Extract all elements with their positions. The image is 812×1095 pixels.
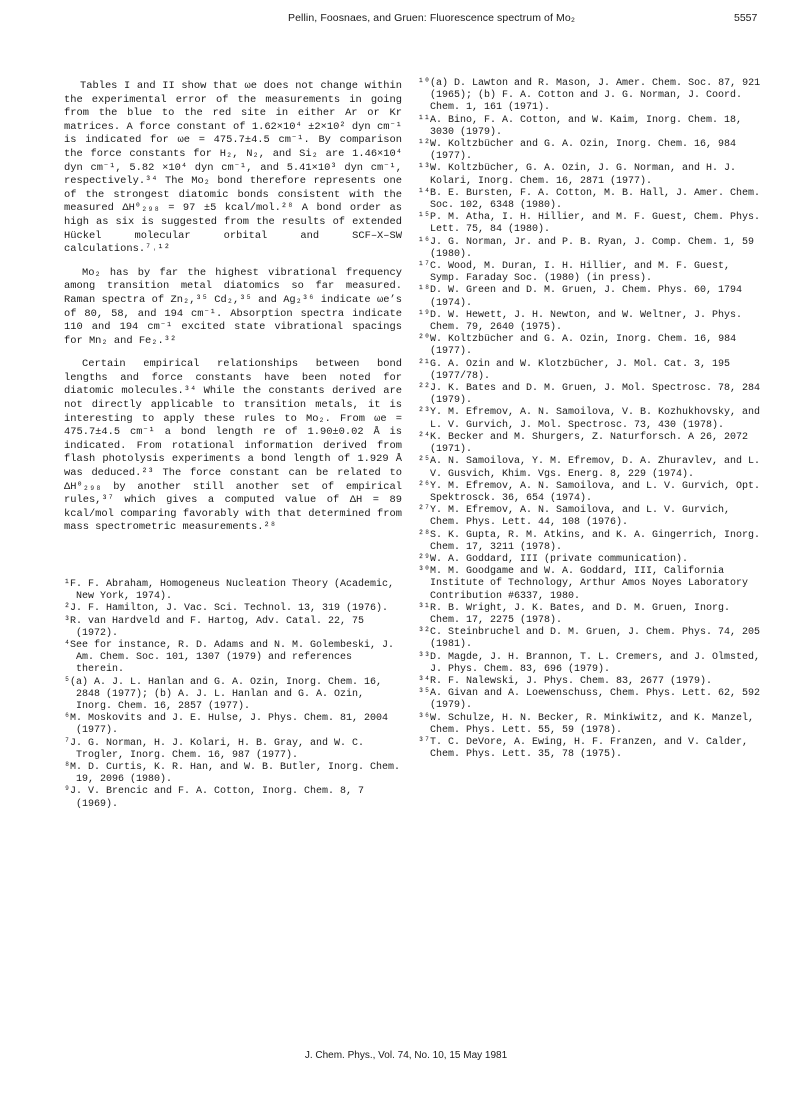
reference-item: ³¹R. B. Wright, J. K. Bates, and D. M. Gruen, Inorg. Chem. 17, 2275 (1978). xyxy=(418,602,731,626)
reference-item: ²⁶Y. M. Efremov, A. N. Samoilova, and L. V. Gurvich, Opt. Spektrosck. 36, 654 (1974). xyxy=(418,480,761,504)
reference-item: ⁴See for instance, R. D. Adams and N. M. Golembeski, J. Am. Chem. Soc. 101, 1307 (1979) and references therein. xyxy=(64,640,395,676)
reference-item: ¹¹A. Bino, F. A. Cotton, and W. Kaim, Inorg. Chem. 18, 3030 (1979). xyxy=(418,114,743,138)
reference-item: ³⁰M. M. Goodgame and W. A. Goddard, III, California Institute of Technology, Arthur Amos Noyes Laboratory Contribution #6337, 1980. xyxy=(418,566,749,602)
body-text-column xyxy=(64,80,402,545)
reference-item: ²¹G. A. Ozin and W. Klotzbücher, J. Mol. Cat. 3, 195 (1977/78). xyxy=(418,358,731,382)
body-paragraph: Certain empirical relationships between bond lengths and force constants have been noted for diatomic molecules.³⁴ While the constants derived are not directly applicable to transition metals, it is interesting to apply these rules to Mo₂. From ωe = 475.7±4.5 cm⁻¹ a bond length re of 1.90±0.02 Å is indicated. From rotational information derived from flash photolysis experiments a bond length of 1.929 Å was deduced.²³ The force constant can be related to ΔH⁰₂₉₈ by another still another set of empirical rules,³⁷ which gives a computed value of ΔH = 89 kcal/mol comparing favorably with that determined from mass spectrometric measurements.²⁸ xyxy=(64,358,402,534)
journal-citation: J. Chem. Phys., Vol. 74, No. 10, 15 May 1981 xyxy=(304,1050,508,1061)
reference-item: ⁶M. Moskovits and J. E. Hulse, J. Phys. Chem. 81, 2004 (1977). xyxy=(64,713,389,737)
reference-item: ²⁷Y. M. Efremov, A. N. Samoilova, and L. V. Gurvich, Chem. Phys. Lett. 44, 108 (1976). xyxy=(418,505,731,529)
references-left-column xyxy=(64,579,402,811)
reference-item: ³²C. Steinbruchel and D. M. Gruen, J. Chem. Phys. 74, 205 (1981). xyxy=(418,627,761,651)
reference-item: ³R. van Hardveld and F. Hartog, Adv. Catal. 22, 75 (1972). xyxy=(64,615,365,639)
reference-item: ³⁶W. Schulze, H. N. Becker, R. Minkiwitz, and K. Manzel, Chem. Phys. Lett. 55, 59 (1978). xyxy=(418,712,755,736)
reference-item: ¹⁹D. W. Hewett, J. H. Newton, and W. Weltner, J. Phys. Chem. 79, 2640 (1975). xyxy=(418,309,743,334)
reference-item: ¹⁶J. G. Norman, Jr. and P. B. Ryan, J. Comp. Chem. 1, 59 (1980). xyxy=(418,236,755,260)
reference-item: ¹⁴B. E. Bursten, F. A. Cotton, M. B. Hall, J. Amer. Chem. Soc. 102, 6348 (1980). xyxy=(418,187,761,212)
page-number: 5557 xyxy=(734,12,758,24)
reference-item: ²J. F. Hamilton, J. Vac. Sci. Technol. 13, 319 (1976). xyxy=(64,603,389,615)
references-right-column xyxy=(418,78,766,761)
reference-item: ²⁸S. K. Gupta, R. M. Atkins, and K. A. Gingerrich, Inorg. Chem. 17, 3211 (1978). xyxy=(418,529,761,553)
page-footer xyxy=(0,1050,812,1061)
reference-item: ³⁵A. Givan and A. Loewenschuss, Chem. Phys. Lett. 62, 592 (1979). xyxy=(418,688,761,712)
reference-item: ⁸M. D. Curtis, K. R. Han, and W. B. Butler, Inorg. Chem. 19, 2096 (1980). xyxy=(64,762,401,786)
body-paragraph: Mo₂ has by far the highest vibrational frequency among transition metal diatomics so far measured. Raman spectra of Zn₂,³⁵ Cd₂,³⁵ and Ag₂³⁶ indicate ωe’s of 80, 58, and 194 cm⁻¹. Absorption spectra indicate 110 and 194 cm⁻¹ excited state vibrational spacings for Mn₂ and Fe₂.³² xyxy=(64,266,402,347)
reference-item: ²⁴K. Becker and M. Shurgers, Z. Naturforsch. A 26, 2072 (1971). xyxy=(418,431,749,456)
page-header xyxy=(0,12,812,28)
reference-item: ¹⁷C. Wood, M. Duran, I. H. Hillier, and M. F. Guest, Symp. Faraday Soc. (1980) (in press). xyxy=(418,261,731,285)
reference-item: ¹²W. Koltzbücher and G. A. Ozin, Inorg. Chem. 16, 984 (1977). xyxy=(418,139,737,163)
reference-item: ²⁵A. N. Samoilova, Y. M. Efremov, D. A. Zhuravlev, and L. V. Gusvich, Khim. Vgs. Energ. 8, 229 (1974). xyxy=(418,456,761,480)
reference-item: ³³D. Magde, J. H. Brannon, T. L. Cremers, and J. Olmsted, J. Phys. Chem. 83, 696 (1979). xyxy=(418,651,761,675)
reference-item: ²⁹W. A. Goddard, III (private communication). xyxy=(418,553,689,565)
reference-item: ¹³W. Koltzbücher, G. A. Ozin, J. G. Norman, and H. J. Kolari, Inorg. Chem. 16, 2871 (1977). xyxy=(418,163,737,187)
reference-item: ⁹J. V. Brencic and F. A. Cotton, Inorg. Chem. 8, 7 (1969). xyxy=(64,786,365,810)
body-paragraph: Tables I and II show that ωe does not change within the experimental error of the measurements in going from the blue to the red site in either Ar or Kr matrices. A force constant of 1.62×10⁴ ±2×10² dyn cm⁻¹ is indicated for ωe = 475.7±4.5 cm⁻¹. By comparison the force constants for H₂, N₂, and Si₂ are 1.46×10⁴ dyn cm⁻¹, 5.82 ×10⁴ dyn cm⁻¹, and 5.41×10³ dyn cm⁻¹, respectively.³⁴ The Mo₂ bond therefore represents one of the strongest diatomic bonds consistent with the measured ΔH⁰₂₉₈ = 97 ±5 kcal/mol.²⁸ A bond order as high as six is suggested from the results of extended Hückel molecular orbital and SCF–X–SW calculations.⁷˒¹² xyxy=(64,80,402,256)
reference-item: ¹⁵P. M. Atha, I. H. Hillier, and M. F. Guest, Chem. Phys. Lett. 75, 84 (1980). xyxy=(418,212,761,236)
reference-item: ²²J. K. Bates and D. M. Gruen, J. Mol. Spectrosc. 78, 284 (1979). xyxy=(418,383,761,407)
reference-item: ³⁴R. F. Nalewski, J. Phys. Chem. 83, 2677 (1979). xyxy=(418,675,713,687)
reference-item: ⁵(a) A. J. L. Hanlan and G. A. Ozin, Inorg. Chem. 16, 2848 (1977); (b) A. J. L. Hanlan and G. A. Ozin, Inorg. Chem. 16, 2857 (1977). xyxy=(64,676,383,713)
running-title: Pellin, Foosnaes, and Gruen: Fluorescence spectrum of Mo₂ xyxy=(288,12,575,24)
reference-item: ³⁷T. C. DeVore, A. Ewing, H. F. Franzen, and V. Calder, Chem. Phys. Lett. 35, 78 (1975). xyxy=(418,736,749,761)
reference-item: ¹F. F. Abraham, Homogeneus Nucleation Theory (Academic, New York, 1974). xyxy=(64,579,395,603)
reference-item: ¹⁰(a) D. Lawton and R. Mason, J. Amer. Chem. Soc. 87, 921 (1965); (b) F. A. Cotton and J. G. Norman, J. Coord. Chem. 1, 161 (1971). xyxy=(418,78,761,114)
reference-item: ¹⁸D. W. Green and D. M. Gruen, J. Chem. Phys. 60, 1794 (1974). xyxy=(418,285,743,309)
reference-item: ²³Y. M. Efremov, A. N. Samoilova, V. B. Kozhukhovsky, and L. V. Gurvich, J. Mol. Spectrosc. 73, 430 (1978). xyxy=(418,407,761,431)
reference-item: ²⁰W. Koltzbücher and G. A. Ozin, Inorg. Chem. 16, 984 (1977). xyxy=(418,334,737,358)
reference-item: ⁷J. G. Norman, H. J. Kolari, H. B. Gray, and W. C. Trogler, Inorg. Chem. 16, 987 (1977). xyxy=(64,737,365,761)
